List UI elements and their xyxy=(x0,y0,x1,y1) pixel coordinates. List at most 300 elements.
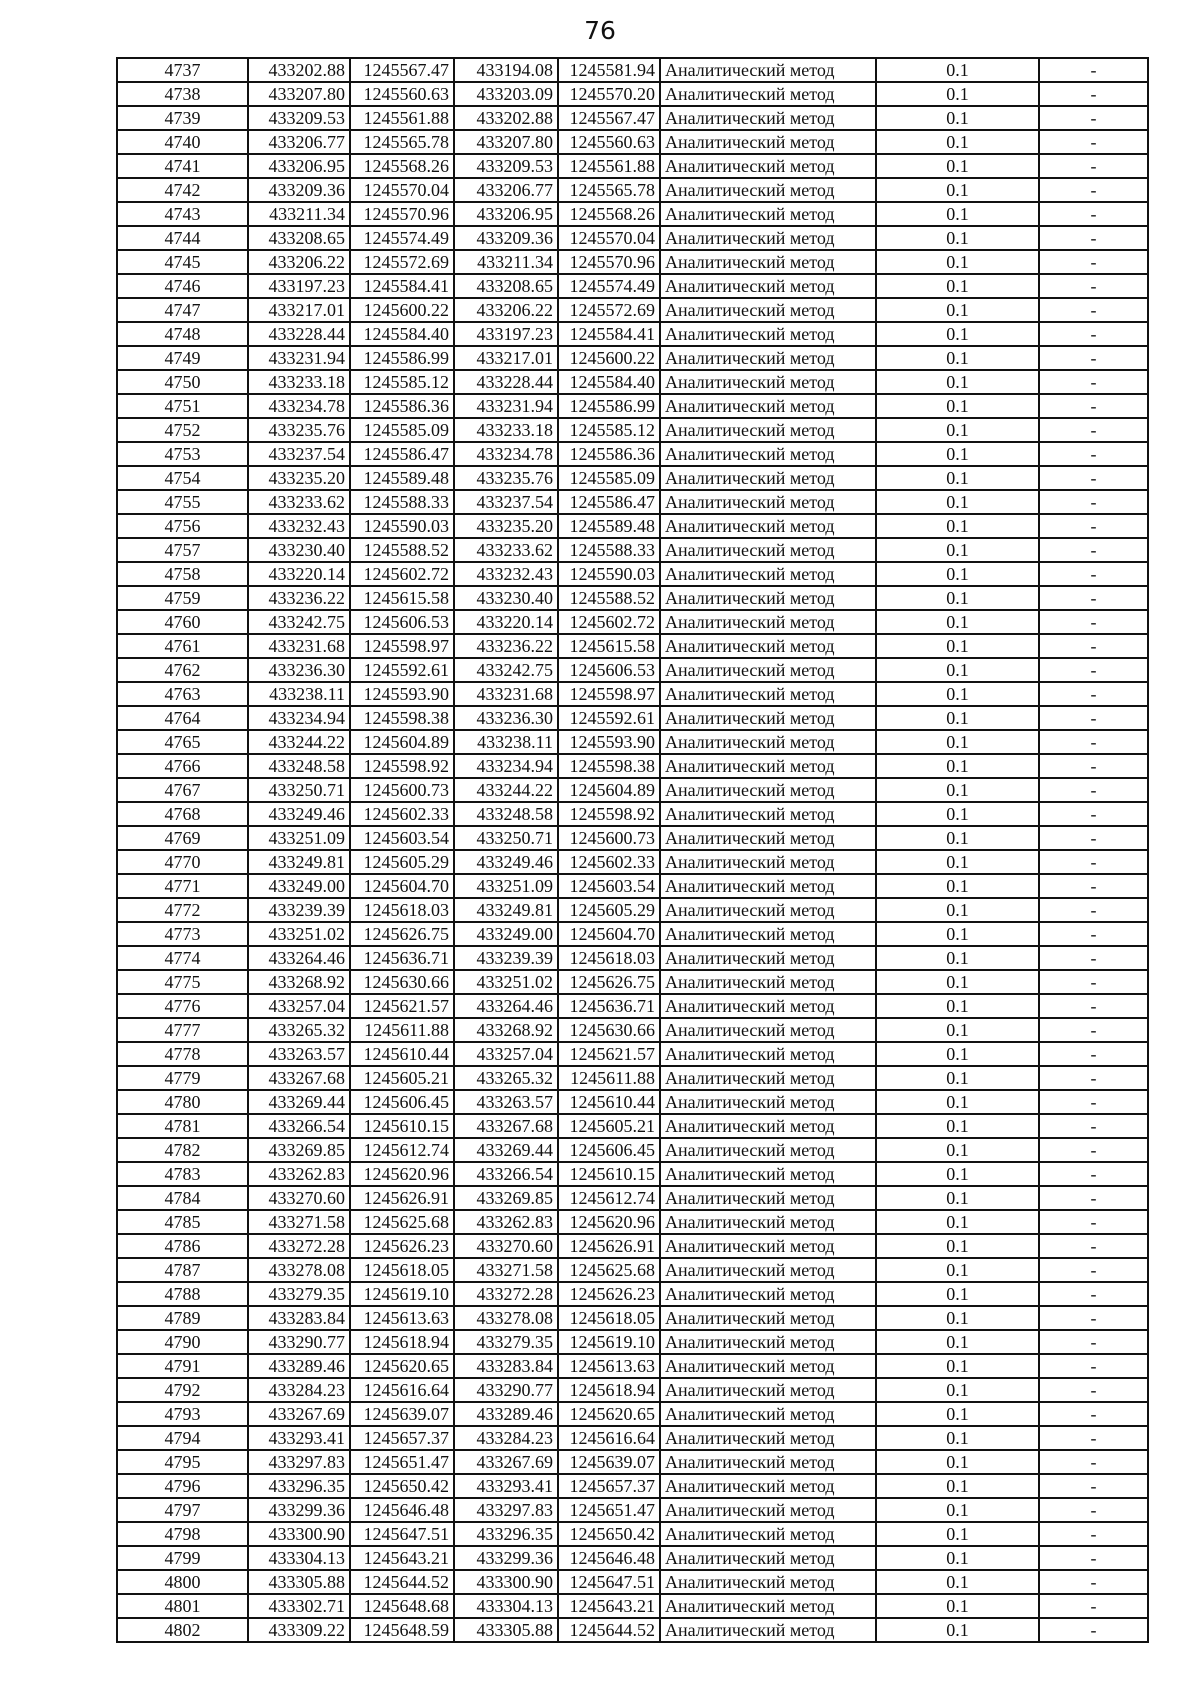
accuracy-cell: 0.1 xyxy=(876,1018,1039,1042)
x-coordinate-cell: 433242.75 xyxy=(248,610,350,634)
x-previous-cell: 433239.39 xyxy=(454,946,558,970)
y-previous-cell: 1245603.54 xyxy=(558,874,660,898)
point-number-cell: 4761 xyxy=(117,634,248,658)
y-coordinate-cell: 1245620.96 xyxy=(350,1162,454,1186)
x-coordinate-cell: 433249.00 xyxy=(248,874,350,898)
method-cell: Аналитический метод xyxy=(660,466,876,490)
point-number-cell: 4765 xyxy=(117,730,248,754)
method-cell: Аналитический метод xyxy=(660,706,876,730)
x-previous-cell: 433237.54 xyxy=(454,490,558,514)
point-number-cell: 4737 xyxy=(117,58,248,82)
x-previous-cell: 433283.84 xyxy=(454,1354,558,1378)
x-previous-cell: 433251.02 xyxy=(454,970,558,994)
x-previous-cell: 433263.57 xyxy=(454,1090,558,1114)
point-number-cell: 4780 xyxy=(117,1090,248,1114)
y-previous-cell: 1245561.88 xyxy=(558,154,660,178)
point-number-cell: 4743 xyxy=(117,202,248,226)
y-previous-cell: 1245586.36 xyxy=(558,442,660,466)
note-cell: - xyxy=(1039,1522,1148,1546)
x-previous-cell: 433249.00 xyxy=(454,922,558,946)
y-previous-cell: 1245625.68 xyxy=(558,1258,660,1282)
note-cell: - xyxy=(1039,1594,1148,1618)
y-coordinate-cell: 1245610.15 xyxy=(350,1114,454,1138)
x-coordinate-cell: 433234.94 xyxy=(248,706,350,730)
table-row xyxy=(117,1570,1148,1594)
x-coordinate-cell: 433237.54 xyxy=(248,442,350,466)
x-previous-cell: 433265.32 xyxy=(454,1066,558,1090)
x-previous-cell: 433297.83 xyxy=(454,1498,558,1522)
accuracy-cell: 0.1 xyxy=(876,1498,1039,1522)
y-previous-cell: 1245606.45 xyxy=(558,1138,660,1162)
x-coordinate-cell: 433233.18 xyxy=(248,370,350,394)
x-coordinate-cell: 433250.71 xyxy=(248,778,350,802)
y-previous-cell: 1245626.75 xyxy=(558,970,660,994)
accuracy-cell: 0.1 xyxy=(876,346,1039,370)
table-row xyxy=(117,1306,1148,1330)
x-previous-cell: 433268.92 xyxy=(454,1018,558,1042)
x-previous-cell: 433251.09 xyxy=(454,874,558,898)
method-cell: Аналитический метод xyxy=(660,1570,876,1594)
x-previous-cell: 433203.09 xyxy=(454,82,558,106)
method-cell: Аналитический метод xyxy=(660,418,876,442)
method-cell: Аналитический метод xyxy=(660,1354,876,1378)
note-cell: - xyxy=(1039,586,1148,610)
accuracy-cell: 0.1 xyxy=(876,994,1039,1018)
note-cell: - xyxy=(1039,250,1148,274)
table-row xyxy=(117,658,1148,682)
x-coordinate-cell: 433269.44 xyxy=(248,1090,350,1114)
accuracy-cell: 0.1 xyxy=(876,322,1039,346)
method-cell: Аналитический метод xyxy=(660,1498,876,1522)
point-number-cell: 4801 xyxy=(117,1594,248,1618)
y-previous-cell: 1245600.73 xyxy=(558,826,660,850)
table-row xyxy=(117,322,1148,346)
x-previous-cell: 433220.14 xyxy=(454,610,558,634)
method-cell: Аналитический метод xyxy=(660,1282,876,1306)
table-row xyxy=(117,850,1148,874)
x-coordinate-cell: 433202.88 xyxy=(248,58,350,82)
x-coordinate-cell: 433284.23 xyxy=(248,1378,350,1402)
method-cell: Аналитический метод xyxy=(660,922,876,946)
accuracy-cell: 0.1 xyxy=(876,778,1039,802)
x-coordinate-cell: 433297.83 xyxy=(248,1450,350,1474)
y-coordinate-cell: 1245630.66 xyxy=(350,970,454,994)
accuracy-cell: 0.1 xyxy=(876,154,1039,178)
method-cell: Аналитический метод xyxy=(660,106,876,130)
method-cell: Аналитический метод xyxy=(660,898,876,922)
table-row xyxy=(117,202,1148,226)
y-previous-cell: 1245589.48 xyxy=(558,514,660,538)
table-row xyxy=(117,730,1148,754)
x-previous-cell: 433230.40 xyxy=(454,586,558,610)
note-cell: - xyxy=(1039,802,1148,826)
note-cell: - xyxy=(1039,58,1148,82)
note-cell: - xyxy=(1039,1210,1148,1234)
x-coordinate-cell: 433211.34 xyxy=(248,202,350,226)
point-number-cell: 4739 xyxy=(117,106,248,130)
point-number-cell: 4792 xyxy=(117,1378,248,1402)
x-coordinate-cell: 433264.46 xyxy=(248,946,350,970)
note-cell: - xyxy=(1039,514,1148,538)
accuracy-cell: 0.1 xyxy=(876,802,1039,826)
x-coordinate-cell: 433262.83 xyxy=(248,1162,350,1186)
table-row xyxy=(117,442,1148,466)
x-previous-cell: 433272.28 xyxy=(454,1282,558,1306)
table-row xyxy=(117,1402,1148,1426)
method-cell: Аналитический метод xyxy=(660,442,876,466)
x-coordinate-cell: 433289.46 xyxy=(248,1354,350,1378)
x-coordinate-cell: 433302.71 xyxy=(248,1594,350,1618)
x-coordinate-cell: 433239.39 xyxy=(248,898,350,922)
method-cell: Аналитический метод xyxy=(660,1426,876,1450)
x-coordinate-cell: 433244.22 xyxy=(248,730,350,754)
point-number-cell: 4740 xyxy=(117,130,248,154)
table-row xyxy=(117,1282,1148,1306)
x-previous-cell: 433228.44 xyxy=(454,370,558,394)
table-row xyxy=(117,370,1148,394)
point-number-cell: 4751 xyxy=(117,394,248,418)
method-cell: Аналитический метод xyxy=(660,634,876,658)
x-previous-cell: 433236.30 xyxy=(454,706,558,730)
accuracy-cell: 0.1 xyxy=(876,1162,1039,1186)
point-number-cell: 4742 xyxy=(117,178,248,202)
table-row xyxy=(117,802,1148,826)
y-previous-cell: 1245639.07 xyxy=(558,1450,660,1474)
x-previous-cell: 433250.71 xyxy=(454,826,558,850)
note-cell: - xyxy=(1039,754,1148,778)
table-row xyxy=(117,1066,1148,1090)
accuracy-cell: 0.1 xyxy=(876,970,1039,994)
y-coordinate-cell: 1245610.44 xyxy=(350,1042,454,1066)
point-number-cell: 4798 xyxy=(117,1522,248,1546)
x-coordinate-cell: 433278.08 xyxy=(248,1258,350,1282)
accuracy-cell: 0.1 xyxy=(876,418,1039,442)
y-coordinate-cell: 1245588.33 xyxy=(350,490,454,514)
y-coordinate-cell: 1245598.38 xyxy=(350,706,454,730)
x-previous-cell: 433264.46 xyxy=(454,994,558,1018)
note-cell: - xyxy=(1039,106,1148,130)
y-coordinate-cell: 1245570.96 xyxy=(350,202,454,226)
x-previous-cell: 433202.88 xyxy=(454,106,558,130)
x-previous-cell: 433207.80 xyxy=(454,130,558,154)
note-cell: - xyxy=(1039,730,1148,754)
method-cell: Аналитический метод xyxy=(660,538,876,562)
y-previous-cell: 1245613.63 xyxy=(558,1354,660,1378)
x-previous-cell: 433262.83 xyxy=(454,1210,558,1234)
y-coordinate-cell: 1245646.48 xyxy=(350,1498,454,1522)
table-row xyxy=(117,586,1148,610)
y-coordinate-cell: 1245602.33 xyxy=(350,802,454,826)
method-cell: Аналитический метод xyxy=(660,1258,876,1282)
x-previous-cell: 433266.54 xyxy=(454,1162,558,1186)
x-coordinate-cell: 433217.01 xyxy=(248,298,350,322)
x-previous-cell: 433305.88 xyxy=(454,1618,558,1642)
y-previous-cell: 1245570.04 xyxy=(558,226,660,250)
note-cell: - xyxy=(1039,1450,1148,1474)
table-row xyxy=(117,1210,1148,1234)
x-previous-cell: 433299.36 xyxy=(454,1546,558,1570)
note-cell: - xyxy=(1039,1618,1148,1642)
method-cell: Аналитический метод xyxy=(660,514,876,538)
x-coordinate-cell: 433263.57 xyxy=(248,1042,350,1066)
y-coordinate-cell: 1245604.70 xyxy=(350,874,454,898)
y-coordinate-cell: 1245606.53 xyxy=(350,610,454,634)
point-number-cell: 4800 xyxy=(117,1570,248,1594)
note-cell: - xyxy=(1039,466,1148,490)
y-previous-cell: 1245618.94 xyxy=(558,1378,660,1402)
accuracy-cell: 0.1 xyxy=(876,730,1039,754)
x-coordinate-cell: 433238.11 xyxy=(248,682,350,706)
x-previous-cell: 433231.94 xyxy=(454,394,558,418)
point-number-cell: 4763 xyxy=(117,682,248,706)
method-cell: Аналитический метод xyxy=(660,730,876,754)
y-previous-cell: 1245620.65 xyxy=(558,1402,660,1426)
accuracy-cell: 0.1 xyxy=(876,538,1039,562)
y-previous-cell: 1245646.48 xyxy=(558,1546,660,1570)
table-row xyxy=(117,82,1148,106)
point-number-cell: 4756 xyxy=(117,514,248,538)
table-row xyxy=(117,154,1148,178)
x-coordinate-cell: 433208.65 xyxy=(248,226,350,250)
method-cell: Аналитический метод xyxy=(660,250,876,274)
y-previous-cell: 1245605.29 xyxy=(558,898,660,922)
table-row xyxy=(117,706,1148,730)
method-cell: Аналитический метод xyxy=(660,1186,876,1210)
x-coordinate-cell: 433228.44 xyxy=(248,322,350,346)
point-number-cell: 4784 xyxy=(117,1186,248,1210)
note-cell: - xyxy=(1039,202,1148,226)
y-coordinate-cell: 1245651.47 xyxy=(350,1450,454,1474)
accuracy-cell: 0.1 xyxy=(876,274,1039,298)
accuracy-cell: 0.1 xyxy=(876,1282,1039,1306)
y-coordinate-cell: 1245604.89 xyxy=(350,730,454,754)
x-previous-cell: 433209.36 xyxy=(454,226,558,250)
y-coordinate-cell: 1245636.71 xyxy=(350,946,454,970)
note-cell: - xyxy=(1039,610,1148,634)
method-cell: Аналитический метод xyxy=(660,826,876,850)
note-cell: - xyxy=(1039,82,1148,106)
x-coordinate-cell: 433296.35 xyxy=(248,1474,350,1498)
method-cell: Аналитический метод xyxy=(660,682,876,706)
table-row xyxy=(117,1498,1148,1522)
table-row xyxy=(117,1378,1148,1402)
accuracy-cell: 0.1 xyxy=(876,226,1039,250)
y-previous-cell: 1245590.03 xyxy=(558,562,660,586)
table-row xyxy=(117,562,1148,586)
note-cell: - xyxy=(1039,778,1148,802)
y-previous-cell: 1245626.91 xyxy=(558,1234,660,1258)
x-coordinate-cell: 433231.68 xyxy=(248,634,350,658)
method-cell: Аналитический метод xyxy=(660,802,876,826)
accuracy-cell: 0.1 xyxy=(876,178,1039,202)
table-row xyxy=(117,682,1148,706)
accuracy-cell: 0.1 xyxy=(876,82,1039,106)
y-coordinate-cell: 1245598.97 xyxy=(350,634,454,658)
point-number-cell: 4782 xyxy=(117,1138,248,1162)
x-previous-cell: 433249.81 xyxy=(454,898,558,922)
x-coordinate-cell: 433220.14 xyxy=(248,562,350,586)
accuracy-cell: 0.1 xyxy=(876,1474,1039,1498)
method-cell: Аналитический метод xyxy=(660,1378,876,1402)
table-row xyxy=(117,1042,1148,1066)
x-previous-cell: 433289.46 xyxy=(454,1402,558,1426)
x-coordinate-cell: 433268.92 xyxy=(248,970,350,994)
y-previous-cell: 1245592.61 xyxy=(558,706,660,730)
y-previous-cell: 1245588.52 xyxy=(558,586,660,610)
point-number-cell: 4796 xyxy=(117,1474,248,1498)
accuracy-cell: 0.1 xyxy=(876,1618,1039,1642)
y-coordinate-cell: 1245626.91 xyxy=(350,1186,454,1210)
table-row xyxy=(117,970,1148,994)
note-cell: - xyxy=(1039,154,1148,178)
note-cell: - xyxy=(1039,634,1148,658)
point-number-cell: 4790 xyxy=(117,1330,248,1354)
point-number-cell: 4799 xyxy=(117,1546,248,1570)
x-previous-cell: 433270.60 xyxy=(454,1234,558,1258)
y-previous-cell: 1245602.72 xyxy=(558,610,660,634)
y-coordinate-cell: 1245626.75 xyxy=(350,922,454,946)
x-coordinate-cell: 433209.36 xyxy=(248,178,350,202)
y-previous-cell: 1245585.12 xyxy=(558,418,660,442)
table-row xyxy=(117,634,1148,658)
y-coordinate-cell: 1245572.69 xyxy=(350,250,454,274)
table-row xyxy=(117,538,1148,562)
y-previous-cell: 1245588.33 xyxy=(558,538,660,562)
note-cell: - xyxy=(1039,994,1148,1018)
note-cell: - xyxy=(1039,1426,1148,1450)
x-previous-cell: 433248.58 xyxy=(454,802,558,826)
y-coordinate-cell: 1245567.47 xyxy=(350,58,454,82)
note-cell: - xyxy=(1039,1114,1148,1138)
method-cell: Аналитический метод xyxy=(660,586,876,610)
y-coordinate-cell: 1245570.04 xyxy=(350,178,454,202)
table-row xyxy=(117,1618,1148,1642)
method-cell: Аналитический метод xyxy=(660,1114,876,1138)
method-cell: Аналитический метод xyxy=(660,1594,876,1618)
coordinates-table xyxy=(116,57,1149,1643)
y-coordinate-cell: 1245584.41 xyxy=(350,274,454,298)
x-coordinate-cell: 433304.13 xyxy=(248,1546,350,1570)
y-previous-cell: 1245610.44 xyxy=(558,1090,660,1114)
y-previous-cell: 1245581.94 xyxy=(558,58,660,82)
y-previous-cell: 1245570.20 xyxy=(558,82,660,106)
x-previous-cell: 433244.22 xyxy=(454,778,558,802)
x-coordinate-cell: 433279.35 xyxy=(248,1282,350,1306)
y-previous-cell: 1245605.21 xyxy=(558,1114,660,1138)
note-cell: - xyxy=(1039,946,1148,970)
x-coordinate-cell: 433251.09 xyxy=(248,826,350,850)
y-previous-cell: 1245560.63 xyxy=(558,130,660,154)
y-previous-cell: 1245598.97 xyxy=(558,682,660,706)
point-number-cell: 4773 xyxy=(117,922,248,946)
point-number-cell: 4776 xyxy=(117,994,248,1018)
method-cell: Аналитический метод xyxy=(660,562,876,586)
table-row xyxy=(117,1018,1148,1042)
x-coordinate-cell: 433197.23 xyxy=(248,274,350,298)
note-cell: - xyxy=(1039,874,1148,898)
note-cell: - xyxy=(1039,850,1148,874)
y-previous-cell: 1245647.51 xyxy=(558,1570,660,1594)
x-coordinate-cell: 433231.94 xyxy=(248,346,350,370)
y-coordinate-cell: 1245584.40 xyxy=(350,322,454,346)
y-previous-cell: 1245618.03 xyxy=(558,946,660,970)
point-number-cell: 4775 xyxy=(117,970,248,994)
method-cell: Аналитический метод xyxy=(660,394,876,418)
y-coordinate-cell: 1245565.78 xyxy=(350,130,454,154)
accuracy-cell: 0.1 xyxy=(876,1090,1039,1114)
table-row xyxy=(117,1090,1148,1114)
method-cell: Аналитический метод xyxy=(660,754,876,778)
note-cell: - xyxy=(1039,1330,1148,1354)
accuracy-cell: 0.1 xyxy=(876,1258,1039,1282)
note-cell: - xyxy=(1039,1282,1148,1306)
method-cell: Аналитический метод xyxy=(660,1138,876,1162)
y-coordinate-cell: 1245586.47 xyxy=(350,442,454,466)
y-previous-cell: 1245626.23 xyxy=(558,1282,660,1306)
accuracy-cell: 0.1 xyxy=(876,682,1039,706)
y-coordinate-cell: 1245643.21 xyxy=(350,1546,454,1570)
y-previous-cell: 1245586.47 xyxy=(558,490,660,514)
note-cell: - xyxy=(1039,658,1148,682)
y-previous-cell: 1245612.74 xyxy=(558,1186,660,1210)
y-coordinate-cell: 1245602.72 xyxy=(350,562,454,586)
accuracy-cell: 0.1 xyxy=(876,706,1039,730)
x-previous-cell: 433290.77 xyxy=(454,1378,558,1402)
x-coordinate-cell: 433249.81 xyxy=(248,850,350,874)
table-row xyxy=(117,1594,1148,1618)
table-row xyxy=(117,418,1148,442)
point-number-cell: 4795 xyxy=(117,1450,248,1474)
note-cell: - xyxy=(1039,490,1148,514)
method-cell: Аналитический метод xyxy=(660,154,876,178)
method-cell: Аналитический метод xyxy=(660,610,876,634)
method-cell: Аналитический метод xyxy=(660,202,876,226)
table-row xyxy=(117,1258,1148,1282)
x-coordinate-cell: 433267.69 xyxy=(248,1402,350,1426)
point-number-cell: 4771 xyxy=(117,874,248,898)
accuracy-cell: 0.1 xyxy=(876,850,1039,874)
x-previous-cell: 433206.22 xyxy=(454,298,558,322)
x-coordinate-cell: 433235.20 xyxy=(248,466,350,490)
note-cell: - xyxy=(1039,826,1148,850)
note-cell: - xyxy=(1039,538,1148,562)
y-coordinate-cell: 1245611.88 xyxy=(350,1018,454,1042)
accuracy-cell: 0.1 xyxy=(876,250,1039,274)
y-previous-cell: 1245651.47 xyxy=(558,1498,660,1522)
y-previous-cell: 1245585.09 xyxy=(558,466,660,490)
accuracy-cell: 0.1 xyxy=(876,106,1039,130)
x-previous-cell: 433231.68 xyxy=(454,682,558,706)
note-cell: - xyxy=(1039,1138,1148,1162)
x-previous-cell: 433238.11 xyxy=(454,730,558,754)
point-number-cell: 4766 xyxy=(117,754,248,778)
table-row xyxy=(117,250,1148,274)
x-coordinate-cell: 433234.78 xyxy=(248,394,350,418)
y-previous-cell: 1245630.66 xyxy=(558,1018,660,1042)
x-coordinate-cell: 433305.88 xyxy=(248,1570,350,1594)
y-previous-cell: 1245567.47 xyxy=(558,106,660,130)
table-row xyxy=(117,922,1148,946)
x-previous-cell: 433269.44 xyxy=(454,1138,558,1162)
table-row xyxy=(117,1234,1148,1258)
accuracy-cell: 0.1 xyxy=(876,442,1039,466)
point-number-cell: 4797 xyxy=(117,1498,248,1522)
y-coordinate-cell: 1245612.74 xyxy=(350,1138,454,1162)
point-number-cell: 4781 xyxy=(117,1114,248,1138)
method-cell: Аналитический метод xyxy=(660,346,876,370)
point-number-cell: 4753 xyxy=(117,442,248,466)
note-cell: - xyxy=(1039,1258,1148,1282)
